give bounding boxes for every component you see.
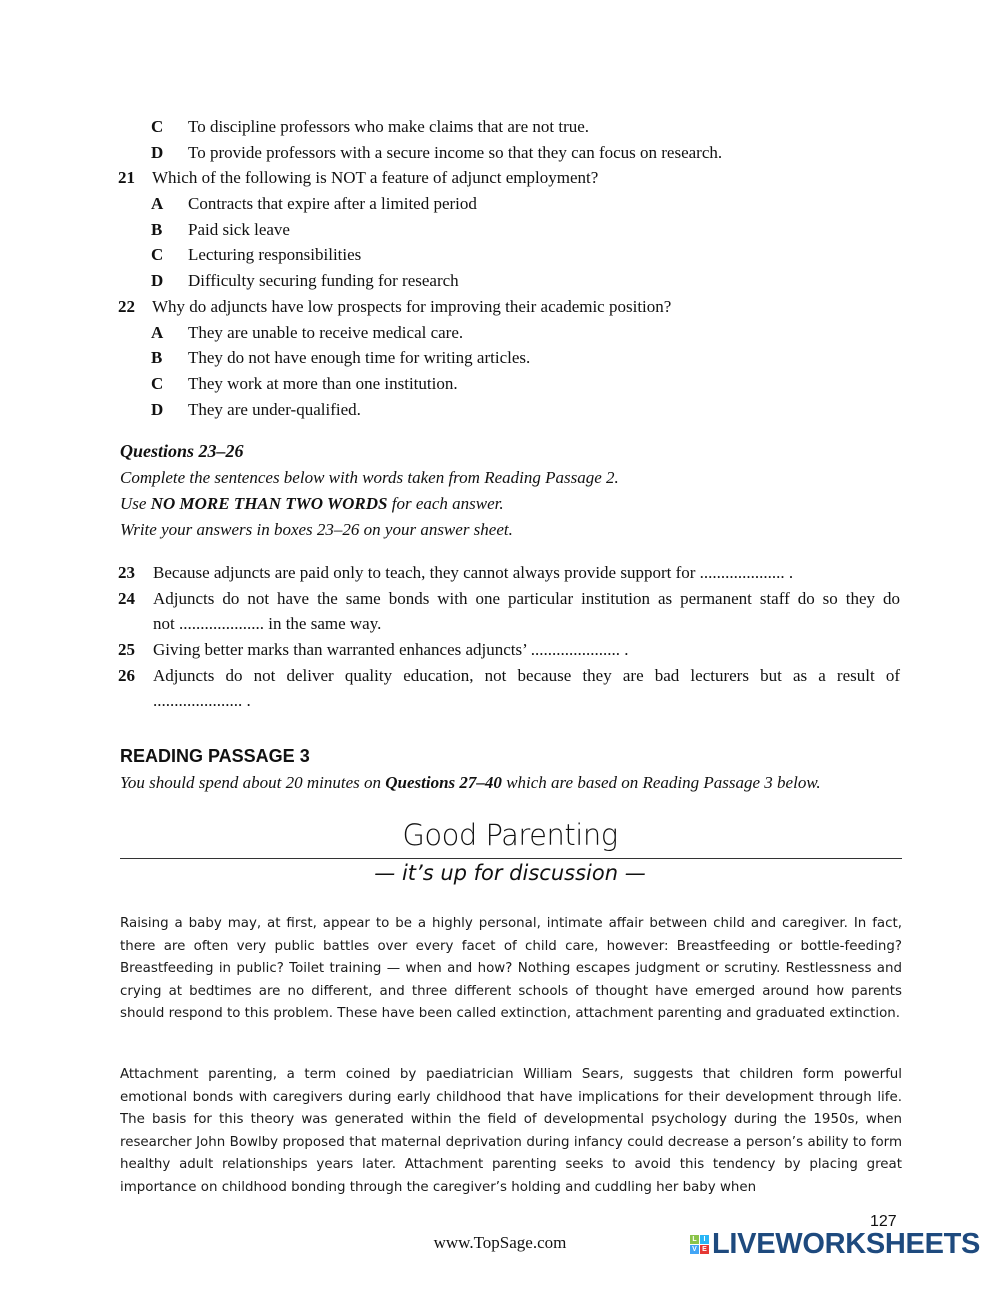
option-text: To provide professors with a secure income so that they can focus on research.: [188, 142, 723, 162]
question-list-gap: [0, 560, 1000, 714]
instruction-text: Use: [120, 494, 151, 513]
question-number: 23: [118, 563, 135, 582]
instruction-emphasis: Questions 27–40: [385, 773, 502, 792]
question-26: [0, 663, 1000, 689]
logo-tile: V: [690, 1245, 699, 1254]
option-letter: A: [151, 194, 164, 214]
instruction-text: You should spend about 20 minutes on: [120, 773, 386, 792]
logo-tile: I: [700, 1235, 709, 1244]
option-letter: D: [151, 271, 164, 291]
option-letter: C: [151, 245, 164, 265]
logo-tile: L: [690, 1235, 699, 1244]
question-number: 24: [118, 588, 135, 608]
option-text: They work at more than one institution.: [188, 373, 458, 393]
option-letter: B: [151, 348, 163, 368]
option-row: [0, 140, 1000, 166]
option-text: Difficulty securing funding for research: [188, 271, 459, 291]
answer-gap: ..................... .: [153, 691, 251, 711]
option-letter: C: [151, 117, 164, 136]
answer-gap: not .................... in the same way.: [153, 614, 382, 634]
passage-instruction: [120, 770, 821, 796]
question-21: [0, 165, 1000, 191]
passage-heading: READING PASSAGE 3: [120, 746, 310, 766]
option-letter: A: [151, 322, 164, 342]
question-text: Why do adjuncts have low prospects for improving their academic position?: [152, 296, 672, 316]
title-divider: [120, 858, 902, 859]
option-text: Contracts that expire after a limited period: [188, 194, 477, 214]
question-list-mc: [0, 114, 1000, 422]
passage-paragraph: Attachment parenting, a term coined by paediatrician William Sears, suggests that children form powerful emotional bonds with caregivers during early childhood that have implications for their development through life. The basis for this theory was generated within the field of developmental psychology during the 1950s, when researcher John Bowlby proposed that maternal deprivation during infancy could decrease a person’s ability to form healthy adult relationships years later. Attachment parenting seeks to avoid this tendency by placing great importance on childhood bonding through the caregiver’s holding and cuddling her baby when: [120, 1067, 902, 1195]
question-24: [0, 586, 1000, 612]
question-26-cont: [0, 688, 1000, 714]
instruction: Complete the sentences below with words taken from Reading Passage 2.: [120, 468, 619, 487]
option-text: Lecturing responsibilities: [188, 245, 362, 265]
question-22: [0, 294, 1000, 320]
option-text: Paid sick leave: [188, 219, 290, 239]
option-letter: C: [151, 373, 164, 393]
option-row: [0, 371, 1000, 397]
option-row: [0, 191, 1000, 217]
section-heading: Questions 23–26: [120, 441, 244, 461]
instruction-text: for each answer.: [387, 494, 504, 513]
option-text: They are under-qualified.: [188, 399, 361, 419]
passage-paragraph: Raising a baby may, at first, appear to be a highly personal, intimate affair between child and caregiver. In fact, there are often very public battles over every facet of child care, however: Breastfeeding or bottle-feeding? Breastfeeding in public? Toilet training — when and how? Nothing escapes judgment or scrutiny. Restlessness and crying at bedtimes are no different, and three different schools of thought have emerged around how parents should respond to this problem. These have been called extinction, attachment parenting and graduated extinction.: [120, 916, 902, 1022]
option-letter: D: [151, 399, 164, 419]
option-row: [0, 114, 1000, 140]
option-letter: B: [151, 219, 163, 239]
question-23: [0, 560, 1000, 586]
question-number: 22: [118, 296, 135, 316]
option-row: [0, 320, 1000, 346]
option-text: They do not have enough time for writing articles.: [188, 348, 531, 368]
question-text: Which of the following is NOT a feature of adjunct employment?: [152, 168, 599, 188]
page-number: 127: [870, 1213, 897, 1230]
instruction: [120, 491, 504, 517]
option-text: To discipline professors who make claims that are not true.: [188, 117, 590, 136]
option-text: They are unable to receive medical care.: [188, 322, 464, 342]
question-text: Giving better marks than warranted enhances adjuncts’ ..................... .: [153, 640, 629, 660]
option-letter: D: [151, 142, 164, 162]
instruction-emphasis: NO MORE THAN TWO WORDS: [150, 494, 388, 513]
option-row: [0, 242, 1000, 268]
liveworksheets-logo: [690, 1228, 980, 1261]
option-row: [0, 345, 1000, 371]
option-row: [0, 268, 1000, 294]
question-text: Adjuncts do not deliver quality education, not because they are bad lecturers but as a result of: [153, 665, 900, 685]
passage-subtitle: — it’s up for discussion —: [374, 861, 646, 885]
question-text: Adjuncts do not have the same bonds with one particular institution as permanent staff do so they do: [153, 588, 900, 608]
option-row: [0, 217, 1000, 243]
instruction-text: which are based on Reading Passage 3 below.: [501, 773, 821, 792]
logo-tiles-icon: [690, 1235, 709, 1254]
instruction: Write your answers in boxes 23–26 on your answer sheet.: [120, 520, 513, 539]
logo-text: LIVEWORKSHEETS: [712, 1228, 981, 1260]
website-footer: www.TopSage.com: [433, 1233, 567, 1252]
question-number: 26: [118, 665, 135, 685]
question-number: 25: [118, 640, 135, 660]
question-text: Because adjuncts are paid only to teach, they cannot always provide support for .................... .: [153, 563, 794, 582]
question-25: [0, 637, 1000, 663]
question-number: 21: [118, 168, 135, 188]
option-row: [0, 397, 1000, 423]
passage-title: Good Parenting: [402, 818, 618, 852]
question-24-cont: [0, 611, 1000, 637]
logo-tile: E: [700, 1245, 709, 1254]
